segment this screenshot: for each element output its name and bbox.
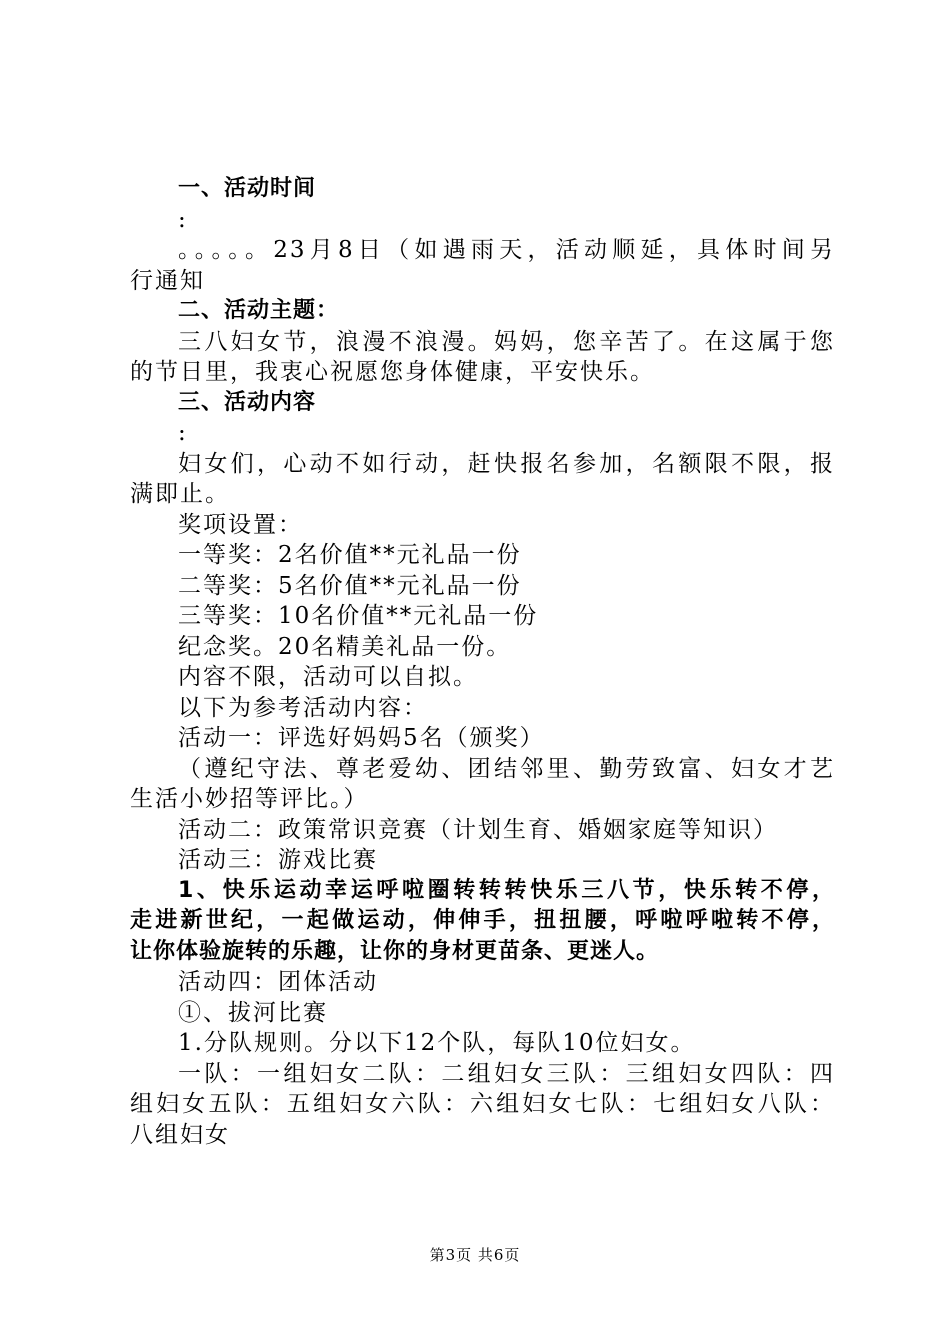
text-line: 内容不限，活动可以自拟。	[178, 664, 478, 690]
text-line: :	[178, 420, 188, 446]
text-line: 生活小妙招等评比。）	[130, 786, 369, 812]
text-line: 八组妇女	[130, 1121, 230, 1148]
text-line: 1.分队规则。分以下12个队，每队10位妇女。	[178, 1030, 696, 1056]
text-line: 一等奖：2名价值**元礼品一份	[178, 542, 522, 568]
text-line: 活动四：团体活动	[178, 969, 378, 995]
heading-line: 1、快乐运动幸运呼啦圈转转转快乐三八节，快乐转不停，	[178, 877, 835, 903]
text-line: 奖项设置：	[178, 511, 303, 538]
text-line: 妇女们，心动不如行动，赶快报名参加，名额限不限，报	[178, 450, 835, 477]
text-line: 二等奖：5名价值**元礼品一份	[178, 572, 522, 599]
text-line: 活动一：评选好妈妈5名（颁奖）	[178, 725, 545, 751]
text-line: （遵纪守法、尊老爱幼、团结邻里、勤劳致富、妇女才艺	[178, 755, 835, 782]
document-body	[130, 174, 835, 1150]
text-line: 纪念奖。20名精美礼品一份。	[178, 633, 512, 660]
heading-line: 二、活动主题：	[178, 298, 340, 323]
text-line: 组妇女五队：五组妇女六队：六组妇女七队：七组妇女八队：	[130, 1091, 835, 1117]
text-line: 满即止。	[130, 481, 230, 507]
heading-line: 走进新世纪，一起做运动，伸伸手，扭扭腰，呼啦呼啦转不停，	[130, 908, 835, 933]
heading-line: 一、活动时间	[178, 176, 317, 201]
text-line: :	[178, 206, 188, 233]
text-line: 活动二：政策常识竞赛（计划生育、婚姻家庭等知识）	[178, 816, 778, 843]
text-line: 的节日里，我衷心祝愿您身体健康，平安快乐。	[130, 359, 655, 385]
text-line: 一队：一组妇女二队：二组妇女三队：三组妇女四队：四	[178, 1060, 835, 1087]
text-line: 行通知	[130, 267, 205, 294]
heading-line: 三、活动内容	[178, 389, 317, 415]
text-line: 。。。。。23月8日（如遇雨天，活动顺延，具体时间另	[178, 237, 835, 263]
text-line: 活动三：游戏比赛	[178, 847, 378, 873]
text-line: ①、拔河比赛	[178, 999, 328, 1026]
text-line: 三八妇女节，浪漫不浪漫。妈妈，您辛苦了。在这属于您	[178, 328, 835, 355]
text-line: 三等奖：10名价值**元礼品一份	[178, 603, 539, 629]
heading-line: 让你体验旋转的乐趣，让你的身材更苗条、更迷人。	[130, 938, 660, 964]
text-line: 以下为参考活动内容：	[178, 694, 428, 721]
page-footer: 第3页 共6页	[429, 1246, 521, 1264]
